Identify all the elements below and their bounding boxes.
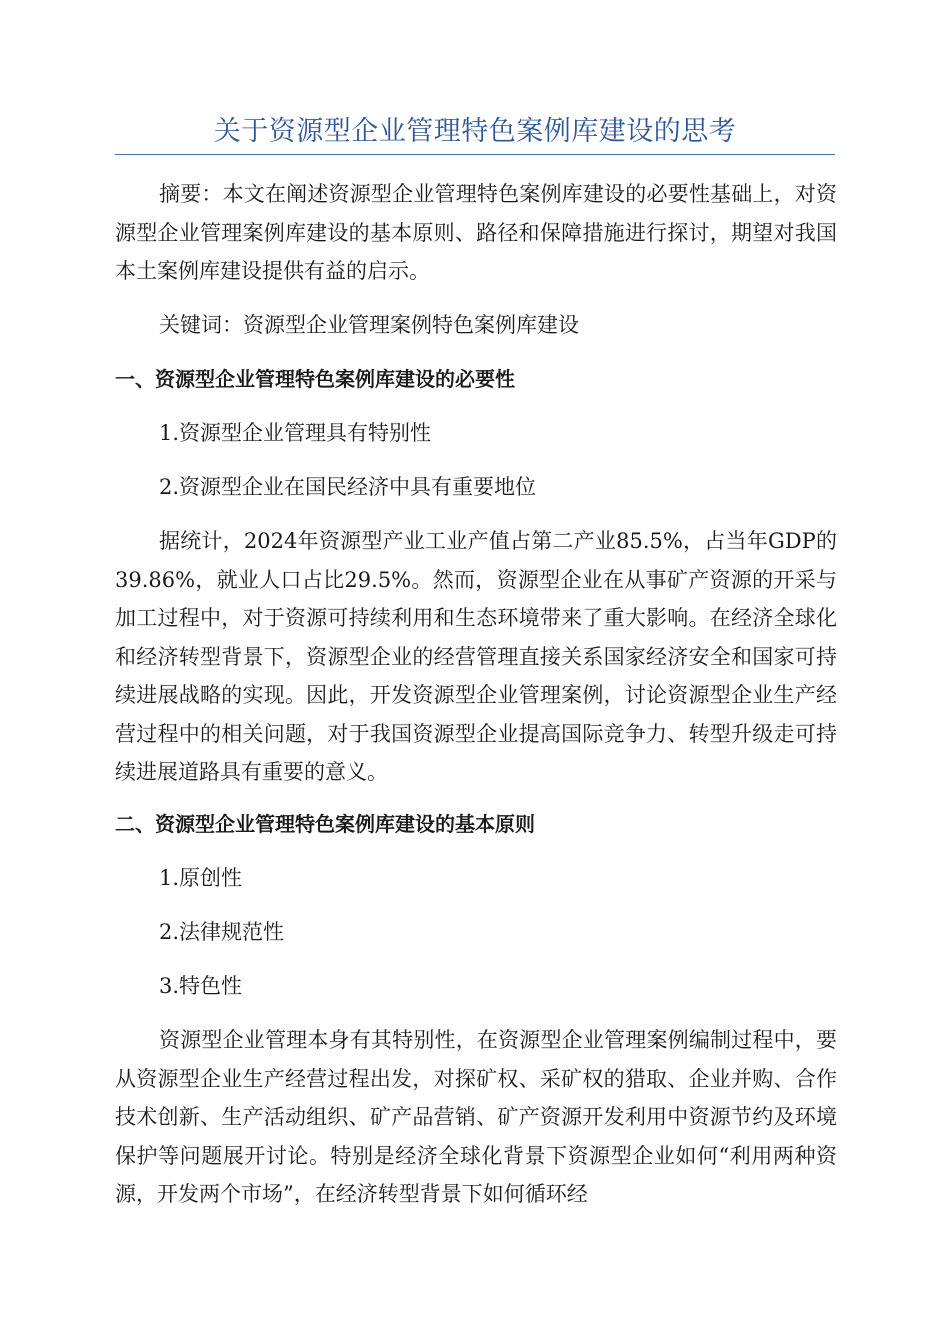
section-1-paragraph: 据统计，2024年资源型产业工业产值占第二产业85.5%，占当年GDP的39.86%，就业人口占比29.5%。然而，资源型企业在从事矿产资源的开采与加工过程中，对于资源可持续利用和生态环境带来了重大影响。在经济全球化和经济转型背景下，资源型企业的经营管理直接关系国家经济安全和国家可持续进展战略的实现。因此，开发资源型企业管理案例，讨论资源型企业生产经营过程中的相关问题，对于我国资源型企业提高国际竞争力、转型升级走可持续进展道路具有重要的意义。	[115, 529, 837, 784]
section-2-item-1: 1.原创性	[159, 866, 243, 890]
abstract-paragraph: 摘要：本文在阐述资源型企业管理特色案例库建设的必要性基础上，对资源型企业管理案例库建设的基本原则、路径和保障措施进行探讨，期望对我国本土案例库建设提供有益的启示。	[115, 182, 837, 283]
section-1-item-1: 1.资源型企业管理具有特别性	[159, 421, 432, 445]
section-2-heading: 二、资源型企业管理特色案例库建设的基本原则	[115, 812, 535, 836]
section-2-item-2: 2.法律规范性	[159, 920, 285, 944]
section-2-paragraph: 资源型企业管理本身有其特别性，在资源型企业管理案例编制过程中，要从资源型企业生产经营过程出发，对探矿权、采矿权的猎取、企业并购、合作技术创新、生产活动组织、矿产品营销、矿产资源开发利用中资源节约及环境保护等问题展开讨论。特别是经济全球化背景下资源型企业如何“利用两种资源，开发两个市场”，在经济转型背景下如何循环经	[115, 1028, 837, 1206]
document-title: 关于资源型企业管理特色案例库建设的思考	[213, 116, 737, 147]
section-2-item-3: 3.特色性	[159, 974, 243, 998]
section-1-item-2: 2.资源型企业在国民经济中具有重要地位	[159, 475, 537, 499]
keywords-line: 关键词：资源型企业管理案例特色案例库建设	[159, 313, 579, 337]
title-underline	[115, 154, 835, 155]
section-1-heading: 一、资源型企业管理特色案例库建设的必要性	[115, 367, 515, 391]
